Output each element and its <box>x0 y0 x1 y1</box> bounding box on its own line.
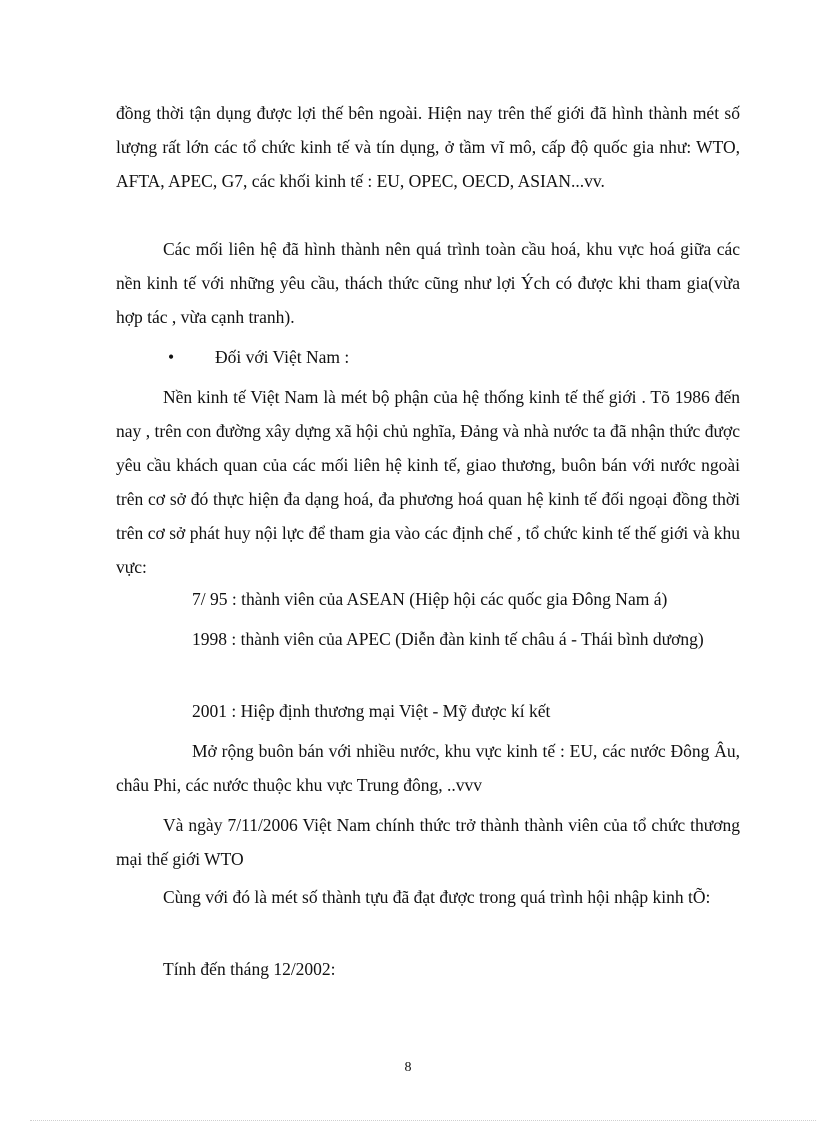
paragraph-wto: Và ngày 7/11/2006 Việt Nam chính thức trở thành thành viên của tổ chức thương mại thế giới WTO <box>116 815 740 869</box>
paragraph-relations: Các mối liên hệ đã hình thành nên quá trình toàn cầu hoá, khu vực hoá giữa các nền kinh tế với những yêu cầu, thách thức cũng như lợi Ých có được khi tham gia(vừa hợp tác , vừa cạnh tranh). <box>116 239 740 327</box>
page-bottom-divider <box>30 1120 816 1121</box>
paragraph-achievements: Cùng với đó là mét số thành tựu đã đạt được trong quá trình hội nhập kinh tÕ: <box>163 887 711 907</box>
bullet-heading: Đối với Việt Nam : <box>215 347 350 367</box>
milestone-trade-expansion: Mở rộng buôn bán với nhiều nước, khu vực kinh tế : EU, các nước Đông Âu, châu Phi, các nước thuộc khu vực Trung đông, ..vvv <box>116 741 740 795</box>
milestone-bta: 2001 : Hiệp định thương mại Việt - Mỹ được kí kết <box>192 701 551 721</box>
milestone-asean: 7/ 95 : thành viên của ASEAN (Hiệp hội các quốc gia Đông Nam á) <box>192 589 668 609</box>
paragraph-as-of-date: Tính đến tháng 12/2002: <box>163 959 336 979</box>
page-number: 8 <box>404 1060 412 1075</box>
milestone-apec: 1998 : thành viên của APEC (Diễn đàn kinh tế châu á - Thái bình dương) <box>192 629 704 649</box>
bullet-item-vietnam <box>116 340 740 374</box>
paragraph-vietnam-economy: Nền kinh tế Việt Nam là mét bộ phận của hệ thống kinh tế thế giới . Tõ 1986 đến nay , trên con đường xây dựng xã hội chủ nghĩa, Đảng và nhà nước ta đã nhận thức được yêu cầu khách quan của các mối liên hệ kinh tế, giao thương, buôn bán với nước ngoài trên cơ sở đó thực hiện đa dạng hoá, đa phương hoá quan hệ kinh tế đối ngoại đồng thời trên cơ sở phát huy nội lực để tham gia vào các định chế , tổ chức kinh tế thế giới và khu vực: <box>116 387 740 577</box>
bullet-icon: • <box>168 347 175 367</box>
paragraph-intro: đồng thời tận dụng được lợi thế bên ngoài. Hiện nay trên thế giới đã hình thành mét số lượng rất lớn các tổ chức kinh tế và tín dụng, ở tầm vĩ mô, cấp độ quốc gia như: WTO, AFTA, APEC, G7, các khối kinh tế : EU, OPEC, OECD, ASIAN...vv. <box>116 103 740 191</box>
